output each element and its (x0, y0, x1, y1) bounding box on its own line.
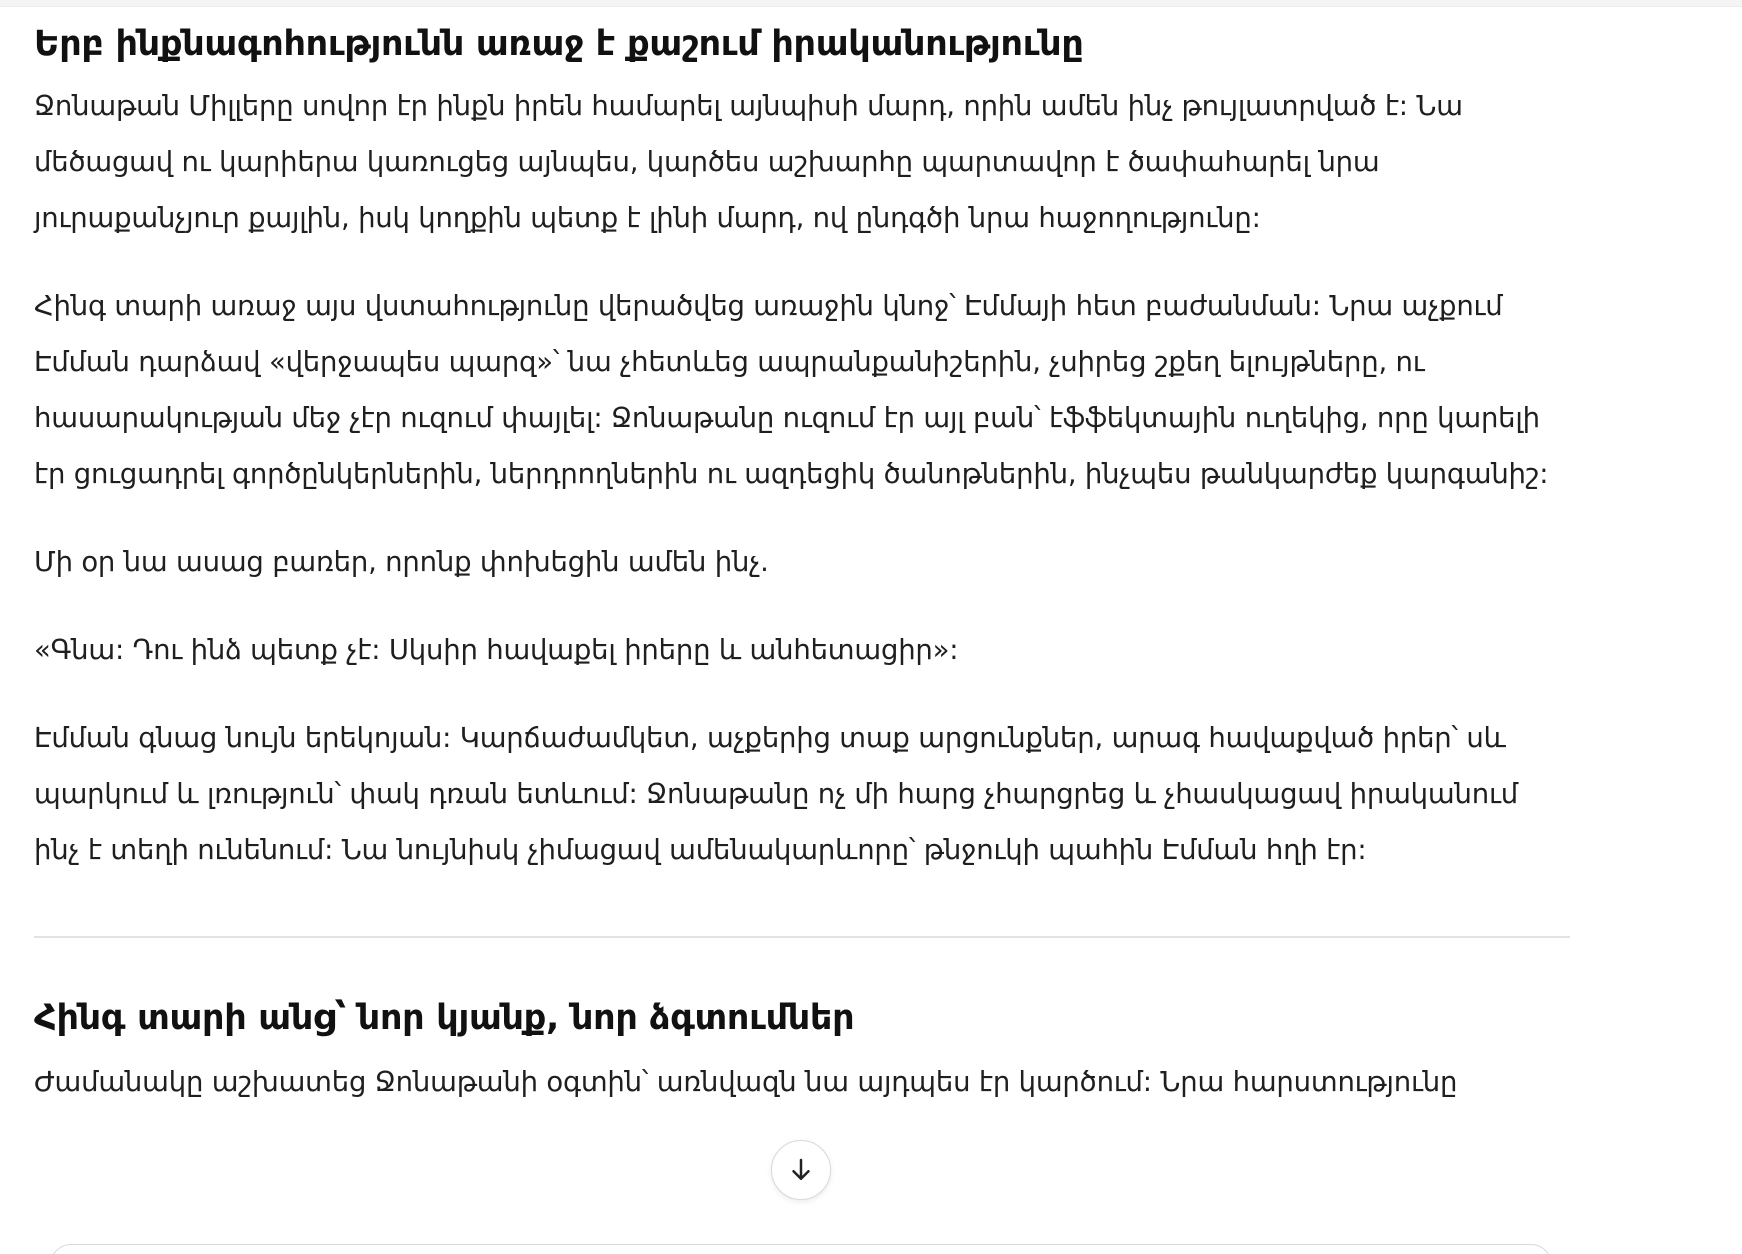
paragraph: Ջոնաթան Միլլերը սովոր էր ինքն իրեն համարել այնպիսի մարդ, որին ամեն ինչ թույլատրված է: Նա մեծացավ ու կարիերա կառուցեց այնպես, կարծես աշխարհը պարտավոր է ծափահարել նրա յուրաքանչյուր քայլին, իսկ կողքին պետք է լինի մարդ, ով ընդգծի նրա հաջողությունը: (34, 90, 1463, 234)
paragraph: Մի օր նա ասաց բառեր, որոնք փոխեցին ամեն ինչ. (34, 546, 769, 578)
quote-paragraph: «Գնա: Դու ինձ պետք չէ: Սկսիր հավաքել իրերը և անհետացիր»: (34, 634, 959, 666)
paragraph: Էմման գնաց նույն երեկոյան: Կարճաժամկետ, աչքերից տաք արցունքներ, արագ հավաքված իրեր՝ սև պարկում և լռություն՝ փակ դռան ետևում: Ջոնաթանը ոչ մի հարց չհարցրեց և չհասկացավ իրականում ինչ է տեղի ունենում: Նա նույնիսկ չիմացավ ամենակարևորը՝ թնջուկի պահին Էմման հղի էր: (34, 722, 1518, 866)
section-divider (34, 936, 1570, 938)
article-content (34, 14, 1570, 1110)
scroll-to-bottom-button[interactable] (771, 1140, 831, 1200)
section-heading: Հինգ տարի անց՝ նոր կյանք, նոր ձգտումներ (34, 998, 855, 1038)
section-heading: Երբ ինքնագոհությունն առաջ է քաշում իրականությունը (34, 24, 1084, 64)
message-composer[interactable] (50, 1244, 1552, 1254)
paragraph: Ժամանակը աշխատեց Ջոնաթանի օգտին՝ առնվազն նա այդպես էր կարծում: Նրա հարստությունը (34, 1066, 1458, 1098)
arrow-down-icon (786, 1155, 816, 1185)
paragraph: Հինգ տարի առաջ այս վստահությունը վերածվեց առաջին կնոջ՝ Էմմայի հետ բաժանման: Նրա աչքում Էմման դարձավ «վերջապես պարզ»՝ նա չհետևեց ապրանքանիշերին, չսիրեց շքեղ ելույթները, ու հասարակության մեջ չէր ուզում փայլել: Ջոնաթանը ուզում էր այլ բան՝ էֆֆեկտային ուղեկից, որը կարելի էր ցուցադրել գործընկերներին, ներդրողներին ու ազդեցիկ ծանոթներին, ինչպես թանկարժեք կարգանիշ: (34, 290, 1549, 490)
top-strip (0, 0, 1742, 7)
